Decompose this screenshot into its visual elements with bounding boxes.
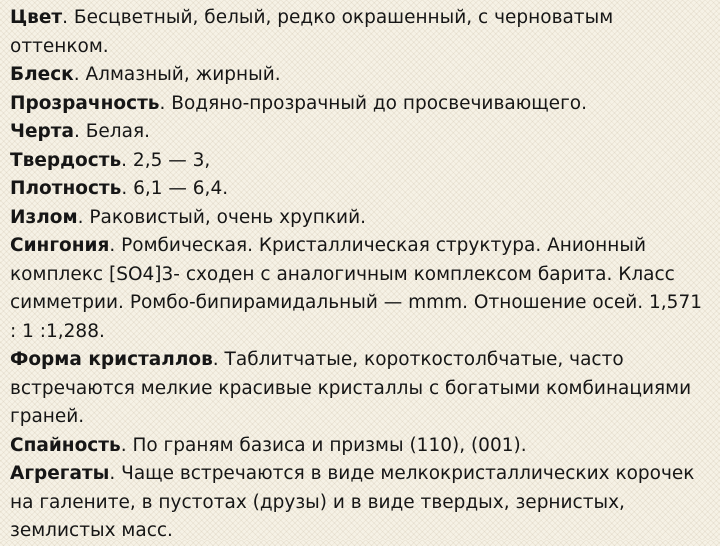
property-term: Плотность <box>10 178 122 199</box>
property-text: . Алмазный, жирный. <box>73 64 281 85</box>
property-color <box>10 4 714 61</box>
property-term: Сингония <box>10 235 110 256</box>
property-text: . По граням базиса и призмы (110), (001). <box>120 434 527 456</box>
property-crystal-form <box>10 346 714 432</box>
property-cleavage <box>10 432 714 461</box>
property-text: . 6,1 — 6,4. <box>121 178 229 199</box>
property-term: Агрегаты <box>10 463 110 484</box>
property-term: Цвет <box>10 7 63 28</box>
property-density <box>10 175 714 204</box>
property-luster <box>10 61 714 90</box>
property-text: . 2,5 — 3, <box>121 149 211 171</box>
property-text: . Бесцветный, белый, редко окрашенный, с черноватым оттенком. <box>10 7 614 57</box>
mineral-properties-text <box>10 4 714 546</box>
property-text: . Таблитчатые, короткостолбчатые, часто встречаются мелкие красивые кристаллы с богатыми комбинациями граней. <box>10 349 692 427</box>
property-transparency <box>10 90 714 119</box>
property-text: . Водяно-прозрачный до просвечивающего. <box>159 92 587 114</box>
property-hardness <box>10 147 714 176</box>
property-fracture <box>10 204 714 233</box>
property-term: Черта <box>10 121 74 142</box>
property-term: Спайность <box>10 434 121 456</box>
property-term: Твердость <box>10 149 122 171</box>
property-term: Прозрачность <box>10 92 160 114</box>
property-term: Форма кристаллов <box>10 349 213 370</box>
property-text: . Ромбическая. Кристаллическая структура. Анионный комплекс [SO4]3- сходен с аналогичным комплексом барита. Класс симметрии. Ромбо-бипирамидальный — mmm. Отношение осей. 1,571 : 1 :1,288. <box>10 235 702 342</box>
property-term: Блеск <box>10 64 74 85</box>
property-streak <box>10 118 714 147</box>
property-text: . Раковистый, очень хрупкий. <box>77 206 366 228</box>
property-aggregates <box>10 460 714 546</box>
property-text: . Белая. <box>73 121 150 142</box>
property-text: . Чаще встречаются в виде мелкокристаллических корочек на галените, в пустотах (друзы) и в виде твердых, зернистых, землистых масс. <box>10 463 695 541</box>
property-term: Излом <box>10 206 78 228</box>
property-crystal-system <box>10 232 714 346</box>
